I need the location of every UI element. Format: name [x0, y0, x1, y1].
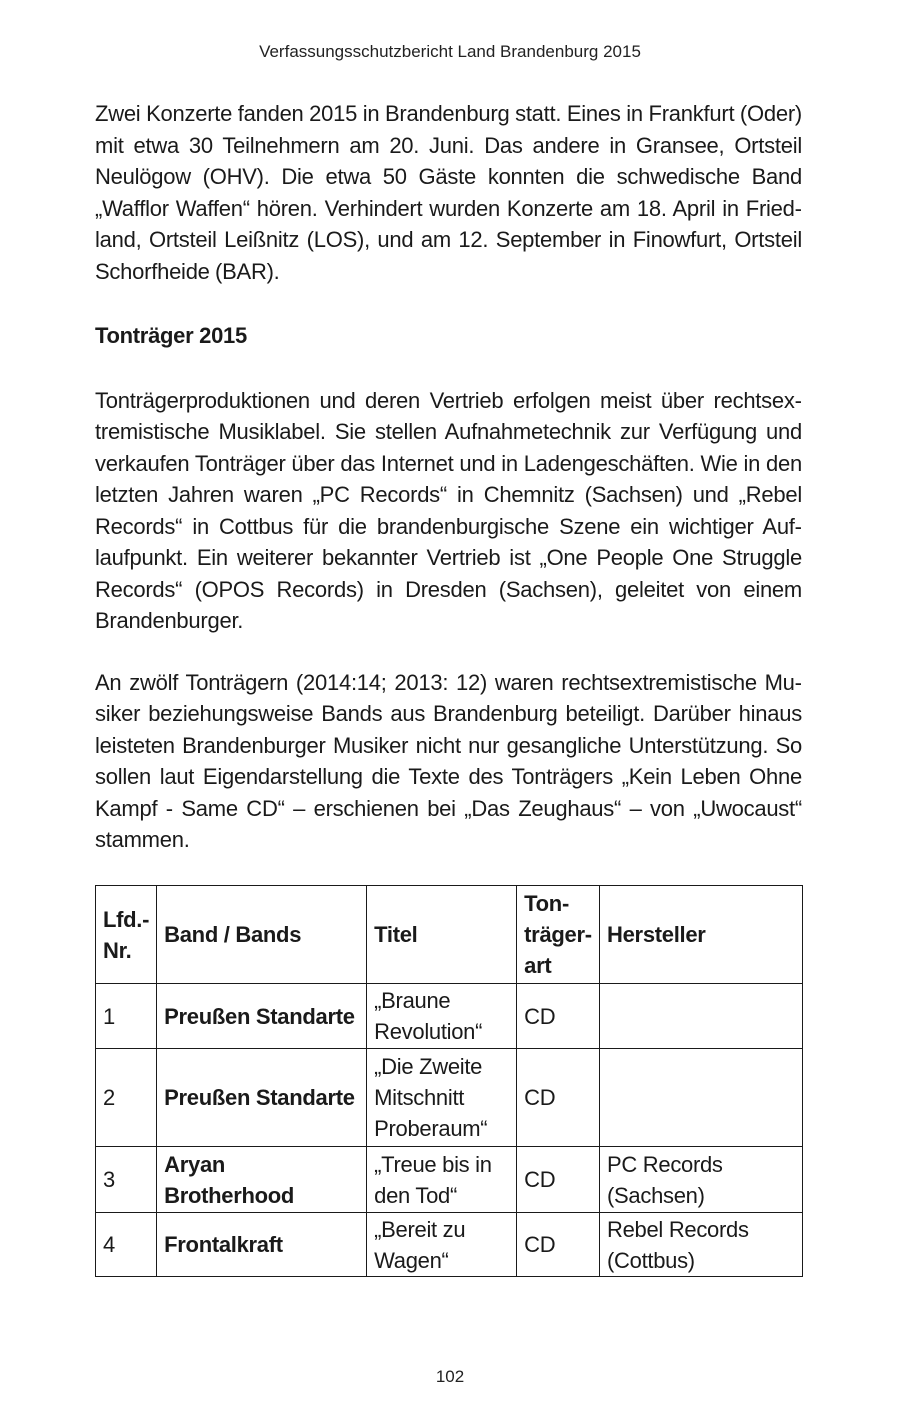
table-row [96, 1147, 803, 1213]
table-header-row [96, 886, 803, 984]
cell-titel: „Braune Revolution“ [367, 984, 517, 1049]
paragraph-concerts: Zwei Konzerte fanden 2015 in Brandenburg statt. Eines in Frankfurt (Oder) mit etwa 30 Teilnehmern am 20. Juni. Das andere in Gransee, Ortsteil Neulögow (OHV). Die etwa 50 Gäste konnten die schwedische Band „Wafflor Waffen“ hören. Verhindert wurden Konzerte am 18. April in Friedland, Ortsteil Leißnitz (LOS), und am 12. September in Finowfurt, Ortsteil Schorfheide (BAR). [95, 101, 802, 284]
cell-art: CD [517, 1049, 600, 1147]
header-band: Band / Bands [157, 886, 367, 984]
table-row [96, 1049, 803, 1147]
main-content [95, 98, 802, 856]
paragraph-musicians: An zwölf Tonträgern (2014:14; 2013: 12) waren rechtsextremistische Musiker beziehungsweise Bands aus Brandenburg beteiligt. Darüber hinaus leisteten Brandenburger Musiker nicht nur gesangliche Unterstützung. So sollen laut Eigendarstellung die Texte des Tonträgers „Kein Leben Ohne Kampf - Same CD“ – erschienen bei „Das Zeughaus“ – von „Uwocaust“ stammen. [95, 669, 802, 852]
cell-band: Aryan Brotherhood [157, 1147, 367, 1213]
section-heading: Tonträger 2015 [95, 323, 247, 348]
cell-art: CD [517, 984, 600, 1049]
header-nr: Lfd.-Nr. [96, 886, 157, 984]
cell-titel: „Die Zweite Mitschnitt Proberaum“ [367, 1049, 517, 1147]
cell-art: CD [517, 1213, 600, 1277]
paragraph-distribution: Tonträgerproduktionen und deren Vertrieb erfolgen meist über rechtsextremistische Musiklabel. Sie stellen Aufnahmetechnik zur Verfügung und verkaufen Tonträger über das Internet und in Ladengeschäften. Wie in den letzten Jahren waren „PC Records“ in Chemnitz (Sachsen) und „Rebel Records“ in Cottbus für die brandenburgische Szene ein wichtiger Auflaufpunkt. Ein weiterer bekannter Vertrieb ist „One People One Struggle Records“ (OPOS Records) in Dresden (Sachsen), geleitet von einem Brandenburger. [95, 387, 802, 633]
cell-hersteller [600, 984, 803, 1049]
header-titel: Titel [367, 886, 517, 984]
cell-nr: 1 [96, 984, 157, 1049]
cell-hersteller: Rebel Records (Cottbus) [600, 1213, 803, 1277]
page-number: 102 [435, 1367, 465, 1386]
running-header: Verfassungsschutzbericht Land Brandenburg 2015 [259, 42, 641, 61]
cell-art: CD [517, 1147, 600, 1213]
cell-nr: 2 [96, 1049, 157, 1147]
cell-titel: „Bereit zu Wagen“ [367, 1213, 517, 1277]
cell-band: Preußen Standarte [157, 984, 367, 1049]
header-hersteller: Hersteller [600, 886, 803, 984]
cell-nr: 3 [96, 1147, 157, 1213]
cell-band: Preußen Standarte [157, 1049, 367, 1147]
table-row [96, 984, 803, 1049]
cell-hersteller: PC Records (Sachsen) [600, 1147, 803, 1213]
cell-nr: 4 [96, 1213, 157, 1277]
cell-band: Frontalkraft [157, 1213, 367, 1277]
recordings-table [95, 885, 803, 1277]
table-row [96, 1213, 803, 1277]
header-art: Tonträgerart [517, 886, 600, 984]
cell-hersteller [600, 1049, 803, 1147]
cell-titel: „Treue bis in den Tod“ [367, 1147, 517, 1213]
